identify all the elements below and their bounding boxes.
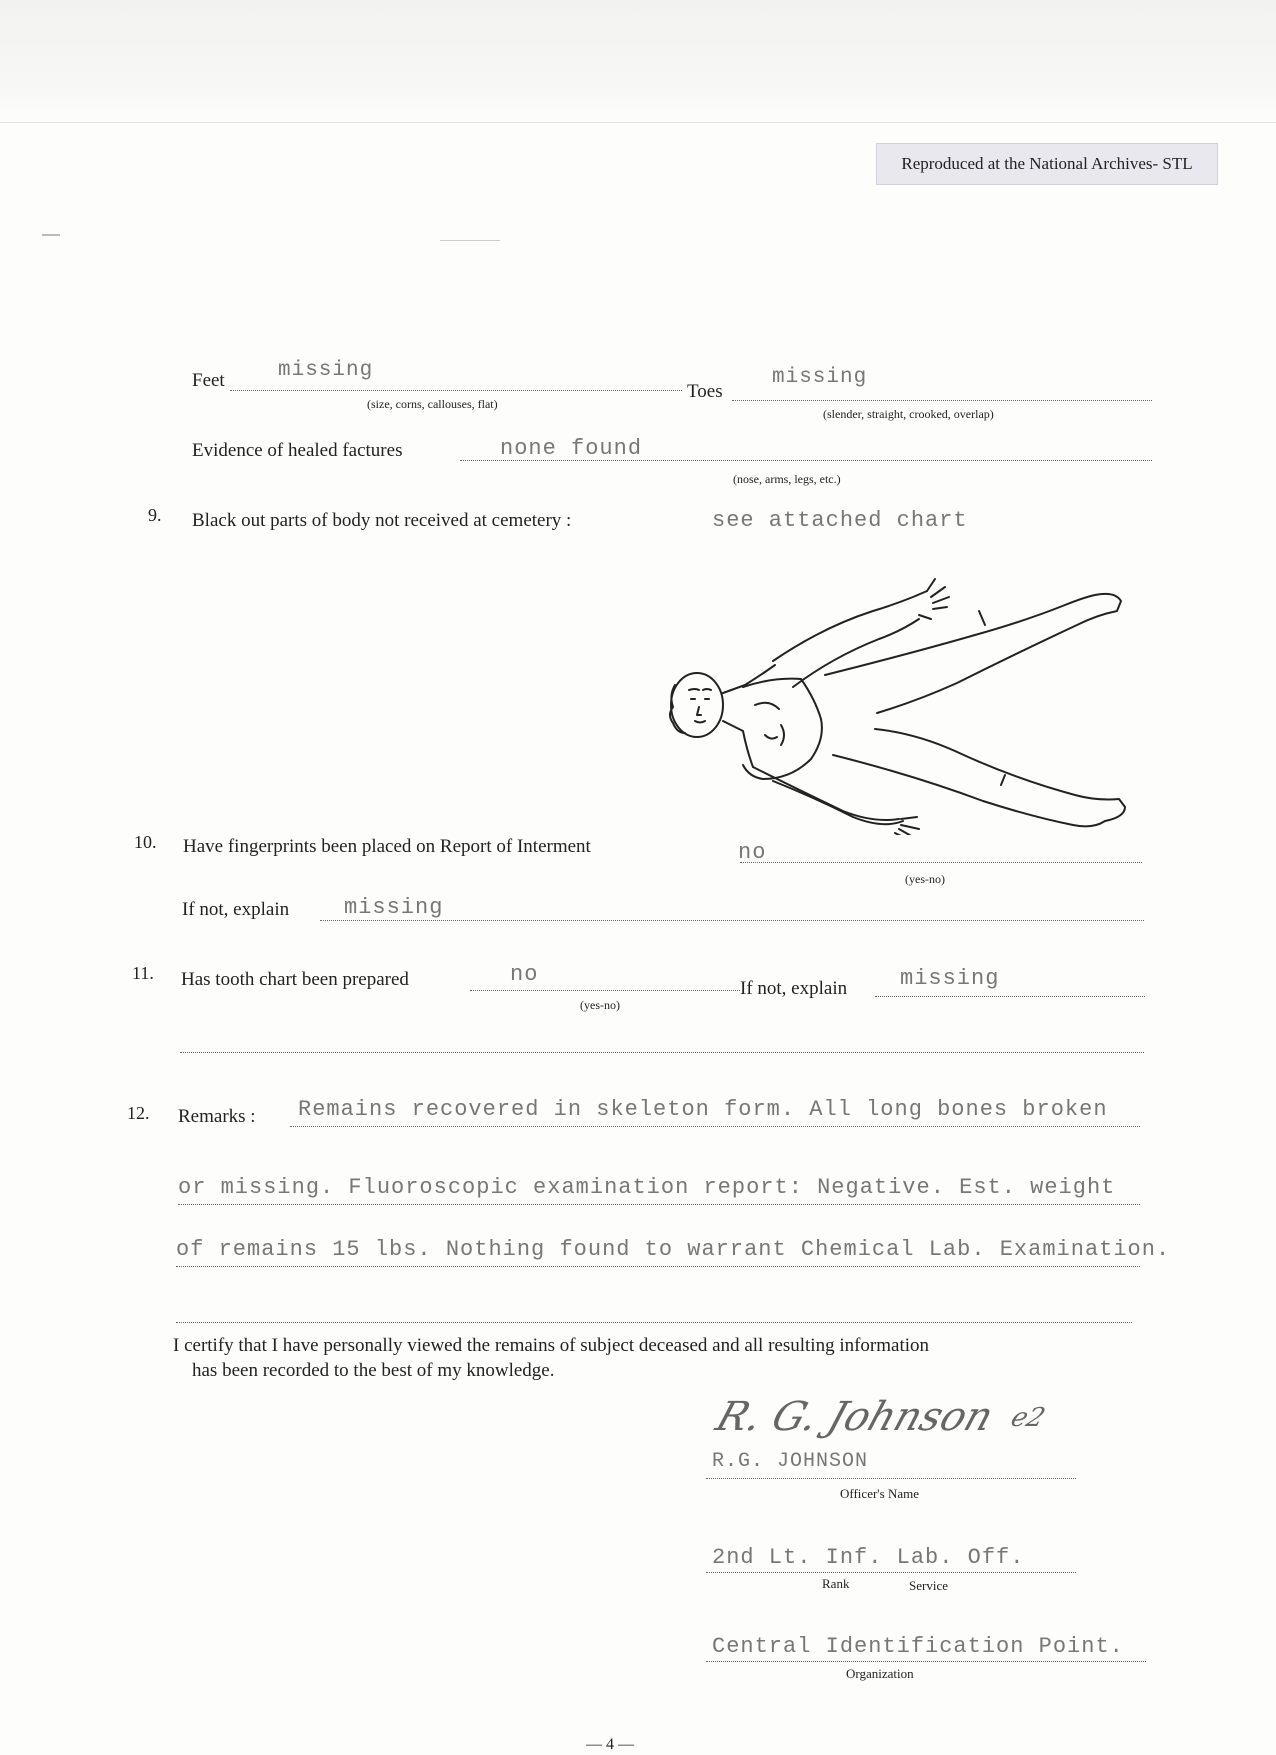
item10-label: Have fingerprints been placed on Report of Interment: [183, 836, 591, 857]
item11-label: Has tooth chart been prepared: [181, 969, 409, 990]
service-label: Service: [909, 1578, 948, 1593]
remarks-line-3: of remains 15 lbs. Nothing found to warrant Chemical Lab. Examination.: [176, 1237, 1171, 1262]
item9-number: 9.: [148, 505, 162, 525]
head: [670, 673, 723, 737]
item10-hint: (yes-no): [905, 872, 945, 886]
remarks-rule-4: [176, 1322, 1132, 1323]
item11-value: no: [510, 962, 539, 987]
item10-explain-value: missing: [344, 895, 444, 920]
item11-line: [470, 990, 740, 991]
officer-name: R.G. JOHNSON: [712, 1450, 869, 1473]
certification-line-2: has been recorded to the best of my knowledge.: [192, 1360, 555, 1381]
scan-header-band: [0, 0, 1276, 123]
remarks-line-2: or missing. Fluoroscopic examination report: Negative. Est. weight: [178, 1175, 1116, 1200]
item10-value: no: [738, 840, 767, 865]
scan-mark: [440, 240, 500, 241]
item10-line: [740, 862, 1142, 863]
feet-value: missing: [278, 359, 374, 382]
item12-label: Remarks :: [178, 1106, 256, 1127]
fractures-hint: (nose, arms, legs, etc.): [733, 472, 841, 486]
remarks-line-1: Remains recovered in skeleton form. All long bones broken: [298, 1097, 1108, 1122]
feet-label: Feet: [192, 370, 225, 391]
item9-label: Black out parts of body not received at cemetery :: [192, 510, 572, 531]
toes-hint: (slender, straight, crooked, overlap): [823, 407, 994, 421]
organization-line: [706, 1661, 1146, 1662]
organization-value: Central Identification Point.: [712, 1634, 1124, 1659]
archive-stamp: Reproduced at the National Archives- STL: [876, 143, 1218, 185]
toes-line: [732, 400, 1152, 401]
item11-explain-label: If not, explain: [740, 978, 848, 999]
body-chart: [655, 575, 1155, 835]
page-number: — 4 —: [586, 1736, 634, 1753]
toes-label: Toes: [687, 381, 723, 402]
fractures-value: none found: [500, 436, 643, 461]
item9-value: see attached chart: [712, 508, 968, 533]
certification-line-1: I certify that I have personally viewed the remains of subject deceased and all resulting information: [173, 1335, 930, 1356]
item11-extra-line: [180, 1052, 1144, 1053]
feet-hint: (size, corns, callouses, flat): [367, 397, 498, 411]
remarks-rule-1: [290, 1126, 1140, 1127]
rank-label: Rank: [822, 1576, 850, 1591]
item10-explain-label: If not, explain: [182, 899, 290, 920]
feet-line: [230, 390, 682, 391]
item11-explain-line: [875, 996, 1145, 997]
fractures-label: Evidence of healed factures: [192, 440, 403, 461]
officer-name-label: Officer's Name: [840, 1486, 919, 1501]
item10-number: 10.: [134, 832, 157, 852]
organization-label: Organization: [846, 1666, 914, 1681]
torso: [723, 665, 822, 779]
remarks-rule-3: [176, 1266, 1140, 1267]
officer-signature: R. G. Johnson: [710, 1394, 999, 1440]
item11-explain-value: missing: [900, 966, 1000, 991]
item12-number: 12.: [127, 1103, 150, 1123]
officer-name-line: [706, 1478, 1076, 1479]
scan-mark: [42, 234, 60, 236]
remarks-rule-2: [178, 1204, 1140, 1205]
left-arm: [773, 579, 949, 687]
toes-value: missing: [772, 366, 868, 389]
rank-service-line: [706, 1572, 1076, 1573]
item11-hint: (yes-no): [580, 998, 620, 1012]
legs: [825, 594, 1125, 826]
item10-explain-line: [320, 920, 1144, 921]
rank-service-value: 2nd Lt. Inf. Lab. Off.: [712, 1545, 1025, 1570]
item11-number: 11.: [132, 963, 154, 983]
signature-initials: e2: [1007, 1403, 1049, 1433]
